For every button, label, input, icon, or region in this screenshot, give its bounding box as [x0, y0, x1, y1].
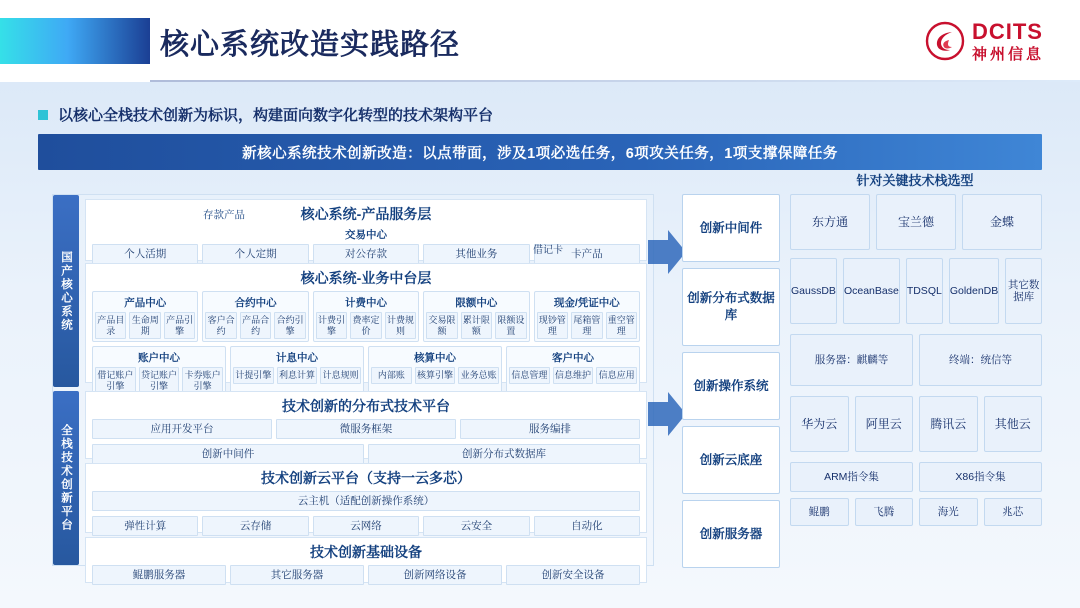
group-accounting-center [368, 346, 502, 397]
brand-text [971, 18, 1044, 63]
list-item: 利息计算 [277, 367, 318, 384]
group-title: 客户中心 [552, 352, 594, 364]
infrastructure-row [86, 565, 646, 590]
vendor-chip[interactable]: 宝兰德 [876, 194, 956, 250]
deposit-product-label: 存款产品 [203, 209, 245, 221]
vendor-chip[interactable]: TDSQL [906, 258, 943, 324]
right-column-title: 针对关键技术栈选型 [856, 173, 974, 188]
vendor-group-middleware [790, 194, 1042, 250]
list-item: 限额设置 [495, 312, 526, 339]
debit-card-label: 借记卡 [533, 245, 563, 256]
list-item: 计费规则 [385, 312, 416, 339]
chip-vendor-chip[interactable]: 海光 [919, 498, 978, 526]
section-infrastructure [85, 537, 647, 583]
vendor-chip[interactable]: GoldenDB [949, 258, 999, 324]
cloud-host-label: 云主机（适配创新操作系统） [92, 491, 640, 511]
list-item: 业务总账 [458, 367, 499, 384]
list-item: 计费引擎 [316, 312, 347, 339]
list-item: 卡产品 [534, 244, 640, 264]
group-title: 合约中心 [234, 297, 277, 309]
arrow-right-upper-icon [648, 230, 686, 274]
section-title: 核心系统-产品服务层 [300, 206, 432, 222]
vendor-chip[interactable]: 腾讯云 [919, 396, 978, 452]
brand-name-en: DCITS [971, 18, 1043, 44]
section-cloud-platform [85, 463, 647, 533]
list-item: 自动化 [534, 516, 640, 536]
list-item: 累计限额 [461, 312, 492, 339]
list-item: 云存储 [202, 516, 308, 536]
list-item: 借记账户引擎 [95, 367, 136, 394]
cloud-host-row [86, 491, 646, 516]
group-limit-center [423, 291, 529, 342]
list-item: 应用开发平台 [92, 419, 272, 439]
page-header [0, 0, 1080, 82]
list-item: 个人活期 [92, 244, 198, 264]
vendor-chip[interactable]: OceanBase [843, 258, 900, 324]
group-title: 现金/凭证中心 [553, 297, 620, 309]
list-item: 重空管理 [606, 312, 637, 339]
group-product-center [92, 291, 198, 342]
list-item: 交易限额 [426, 312, 457, 339]
vendor-chip[interactable]: 终端：统信等 [919, 334, 1042, 386]
section-distributed-tech-platform [85, 391, 647, 459]
focus-item-database[interactable]: 创新分布式数据库 [682, 268, 780, 346]
banner-strip: 新核心系统技术创新改造：以点带面，涉及1项必选任务，6项攻关任务，1项支撑保障任务 [38, 134, 1042, 170]
focus-item-server[interactable]: 创新服务器 [682, 500, 780, 568]
list-item: 云安全 [423, 516, 529, 536]
list-item: 现钞管理 [537, 312, 568, 339]
list-item: 合约引擎 [274, 312, 305, 339]
instruction-set-chip[interactable]: ARM指令集 [790, 462, 913, 492]
bullet-square-icon [38, 110, 48, 120]
list-item: 计息规则 [320, 367, 361, 384]
list-item: 信息应用 [596, 367, 637, 384]
header-accent-bar [0, 18, 150, 64]
list-item: 服务编排 [460, 419, 640, 439]
list-item: 产品引擎 [164, 312, 195, 339]
list-item: 创新网络设备 [368, 565, 502, 585]
list-item: 费率定价 [350, 312, 381, 339]
list-item: 尾箱管理 [571, 312, 602, 339]
section-bullet [38, 104, 493, 125]
chip-vendor-chip[interactable]: 飞腾 [855, 498, 914, 526]
list-item: 产品目录 [95, 312, 126, 339]
list-item: 云网络 [313, 516, 419, 536]
section-business-middle-platform [85, 263, 647, 391]
group-title: 计息中心 [276, 352, 318, 364]
arrow-right-lower-icon [648, 392, 686, 436]
chip-vendor-chip[interactable]: 鲲鹏 [790, 498, 849, 526]
vendor-group-cloud [790, 396, 1042, 452]
list-item: 内部账 [371, 367, 412, 384]
vendor-group-os [790, 334, 1042, 386]
list-item: 贷记账户引擎 [139, 367, 180, 394]
vendor-chip[interactable]: 华为云 [790, 396, 849, 452]
list-item: 其它服务器 [230, 565, 364, 585]
list-item: 信息管理 [509, 367, 550, 384]
left-architecture-panel [52, 194, 654, 581]
list-item: 弹性计算 [92, 516, 198, 536]
vendor-chip[interactable]: 东方通 [790, 194, 870, 250]
list-item: 核算引擎 [415, 367, 456, 384]
vendor-chip[interactable]: GaussDB [790, 258, 837, 324]
middle-focus-column [682, 194, 778, 574]
group-title: 计费中心 [345, 297, 388, 309]
list-item: 卡券账户引擎 [182, 367, 223, 394]
instruction-set-chip[interactable]: X86指令集 [919, 462, 1042, 492]
vendor-chip[interactable]: 阿里云 [855, 396, 914, 452]
brand-logo [925, 18, 1044, 64]
group-account-center [92, 346, 226, 397]
list-item: 微服务框架 [276, 419, 456, 439]
vendor-chip[interactable]: 其他云 [984, 396, 1043, 452]
brand-name-cn: 神州信息 [971, 45, 1044, 63]
list-item: 信息维护 [553, 367, 594, 384]
list-item: 创新分布式数据库 [368, 444, 640, 464]
list-item: 鲲鹏服务器 [92, 565, 226, 585]
slide-body [0, 82, 1080, 608]
group-title: 产品中心 [124, 297, 167, 309]
list-item: 对公存款 [313, 244, 419, 264]
vertical-tab-core-system: 国产核心系统 [53, 195, 79, 387]
section-title: 技术创新基础设备 [310, 544, 422, 560]
section-title: 技术创新云平台（支持一云多芯） [261, 470, 471, 486]
group-contract-center [202, 291, 308, 342]
group-cash-voucher-center [534, 291, 640, 342]
focus-item-os[interactable]: 创新操作系统 [682, 352, 780, 420]
group-title: 核算中心 [414, 352, 456, 364]
focus-item-middleware[interactable]: 创新中间件 [682, 194, 780, 262]
trade-center-label: 交易中心 [345, 229, 387, 241]
vertical-tab-fullstack-platform: 全栈技术创新平台 [53, 391, 79, 565]
list-item: 产品合约 [240, 312, 271, 339]
vendor-chip[interactable]: 服务器：麒麟等 [790, 334, 913, 386]
list-item: 创新安全设备 [506, 565, 640, 585]
bullet-text: 以核心全栈技术创新为标识，构建面向数字化转型的技术架构平台 [58, 107, 494, 124]
vendor-chip[interactable]: 其它数据库 [1005, 258, 1042, 324]
section-title: 技术创新的分布式技术平台 [282, 398, 450, 414]
list-item: 生命周期 [129, 312, 160, 339]
middle-platform-row-1 [86, 291, 646, 346]
list-item: 创新中间件 [92, 444, 364, 464]
section-title: 核心系统-业务中台层 [300, 270, 432, 286]
list-item: 其他业务 [423, 244, 529, 264]
dcits-logo-icon [925, 21, 965, 61]
group-title: 限额中心 [455, 297, 498, 309]
group-interest-center [230, 346, 364, 397]
focus-item-cloud[interactable]: 创新云底座 [682, 426, 780, 494]
vendor-group-server [790, 462, 1042, 526]
tech-platform-row-1 [86, 419, 646, 444]
chip-vendor-chip[interactable]: 兆芯 [984, 498, 1043, 526]
list-item: 客户合约 [205, 312, 236, 339]
group-customer-center [506, 346, 640, 397]
group-billing-center [313, 291, 419, 342]
vendor-chip[interactable]: 金蝶 [962, 194, 1042, 250]
list-item: 计提引擎 [233, 367, 274, 384]
list-item: 个人定期 [202, 244, 308, 264]
page-title: 核心系统改造实践路径 [160, 29, 461, 61]
vendor-group-database [790, 258, 1042, 324]
group-title: 账户中心 [138, 352, 180, 364]
